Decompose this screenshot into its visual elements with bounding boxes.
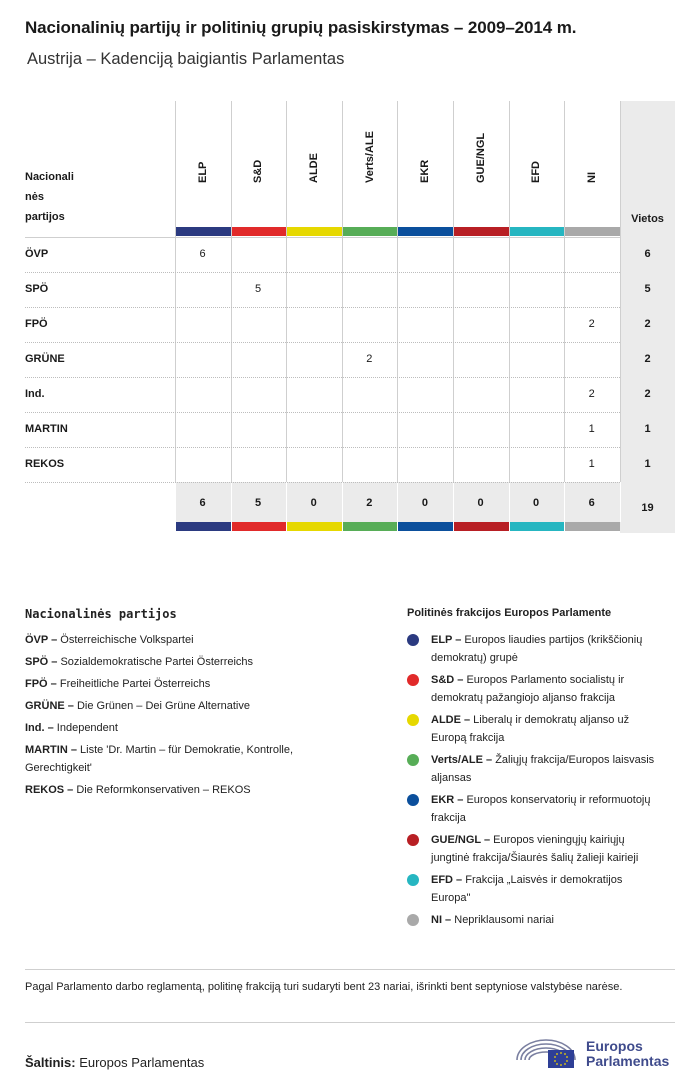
logo-line: Parlamentas [586, 1053, 670, 1069]
page-subtitle: Austrija – Kadenciją baigiantis Parlamentas [27, 50, 345, 68]
party-abbr: FPÖ – [25, 678, 57, 690]
group-color-dot [407, 794, 419, 806]
group-color-bar [287, 522, 342, 531]
group-header-label: GUE/NGL [474, 132, 487, 183]
row-total: 2 [644, 353, 651, 365]
group-header-7 [564, 101, 620, 227]
group-name: Europos liaudies partijos (krikščionių [461, 634, 643, 646]
group-abbr: ELP – [431, 634, 462, 646]
logo-line: Europos [586, 1038, 643, 1054]
row-divider [25, 342, 620, 343]
party-row-label: SPÖ [25, 283, 49, 295]
party-name: Sozialdemokratische Partei Österreichs [57, 656, 254, 668]
page-title: Nacionalinių partijų ir politinių grupių pasiskirstymas – 2009–2014 m. [25, 18, 577, 37]
source-label: Šaltinis: [25, 1055, 76, 1070]
row-total: 2 [644, 388, 651, 400]
group-color-bar [454, 227, 509, 236]
parties-header [25, 167, 74, 227]
group-abbr: S&D – [431, 674, 464, 686]
group-name-cont: demokratų) grupė [431, 652, 518, 664]
group-total: 6 [588, 497, 595, 509]
group-header-0 [175, 101, 231, 227]
group-name-cont: Europą frakcija [431, 732, 505, 744]
group-color-dot [407, 834, 419, 846]
party-name-cont: Gerechtigkeit' [25, 762, 92, 774]
group-header-4 [397, 101, 453, 227]
group-total: 6 [199, 497, 206, 509]
party-row-label: GRÜNE [25, 353, 65, 365]
party-row-label: MARTIN [25, 423, 68, 435]
group-header-label: ALDE [307, 153, 320, 183]
party-abbr: ÖVP – [25, 634, 58, 646]
group-header-label: Verts/ALE [363, 131, 376, 183]
group-total: 2 [366, 497, 373, 509]
group-header-5 [453, 101, 509, 227]
party-row-label: Ind. [25, 388, 45, 400]
group-legend-item [431, 631, 681, 667]
party-legend-item [25, 741, 355, 777]
group-name: Liberalų ir demokratų aljanso už [470, 714, 630, 726]
group-legend-item [431, 871, 681, 907]
group-name-cont: aljansas [431, 772, 472, 784]
group-color-dot [407, 674, 419, 686]
group-color-bar [343, 522, 398, 531]
group-total: 0 [310, 497, 317, 509]
party-abbr: REKOS – [25, 784, 74, 796]
group-header-label: EKR [419, 159, 432, 183]
group-header-1 [231, 101, 287, 227]
group-color-bar [398, 227, 453, 236]
parties-header-line: partijos [25, 211, 65, 223]
group-header-label: NI [585, 172, 598, 183]
group-header-label: ELP [196, 161, 209, 183]
row-total: 1 [644, 423, 651, 435]
seat-count-cell: 6 [199, 248, 206, 260]
group-legend-item [431, 791, 681, 827]
party-legend-item [25, 675, 355, 693]
group-legend-item [431, 671, 681, 707]
group-total: 0 [533, 497, 540, 509]
party-name: Freiheitliche Partei Österreichs [56, 678, 211, 690]
group-legend-item [431, 711, 681, 747]
distribution-table [25, 101, 675, 533]
group-name: Žaliųjų frakcija/Europos laisvasis [492, 754, 655, 766]
divider [25, 1022, 675, 1023]
divider [25, 969, 675, 970]
party-row-label: ÖVP [25, 248, 49, 260]
rules-note: Pagal Parlamento darbo reglamentą, politinę frakciją turi sudaryti bent 23 nariai, išrinkti bent septyniose valstybėse narėse. [25, 981, 623, 993]
group-color-bar [398, 522, 453, 531]
group-color-dot [407, 634, 419, 646]
group-total: 0 [477, 497, 484, 509]
group-abbr: GUE/NGL – [431, 834, 491, 846]
group-name: Nepriklausomi nariai [451, 914, 554, 926]
group-color-bar [454, 522, 509, 531]
grand-total: 19 [641, 502, 654, 514]
group-total: 0 [421, 497, 428, 509]
group-legend-item [431, 911, 681, 929]
group-name: Frakcija „Laisvės ir demokratijos [462, 874, 623, 886]
row-divider [25, 307, 620, 308]
party-name: Liste 'Dr. Martin – für Demokratie, Kontrolle, [76, 744, 294, 756]
group-color-bar [510, 522, 565, 531]
group-header-6 [509, 101, 565, 227]
row-total: 5 [644, 283, 651, 295]
group-name-cont: demokratų pažangiojo aljanso frakcija [431, 692, 616, 704]
ep-logo [514, 1032, 679, 1074]
group-header-2 [286, 101, 342, 227]
group-color-bar [343, 227, 398, 236]
group-header-label: EFD [530, 161, 543, 183]
party-name: Independent [53, 722, 118, 734]
party-legend-item [25, 631, 355, 649]
party-legend-item [25, 719, 355, 737]
party-row-label: REKOS [25, 458, 65, 470]
party-legend-item [25, 653, 355, 671]
group-name-cont: jungtinė frakcija/Šiaurės šalių žalieji kairieji [431, 852, 639, 864]
group-color-dot [407, 714, 419, 726]
seat-count-cell: 2 [588, 318, 595, 330]
group-total: 5 [255, 497, 262, 509]
row-divider [25, 237, 620, 238]
group-abbr: ALDE – [431, 714, 471, 726]
group-color-dot [407, 874, 419, 886]
row-divider [25, 447, 620, 448]
parties-header-line: Nacionali [25, 171, 74, 183]
logo-text [586, 1039, 669, 1069]
group-abbr: NI – [431, 914, 452, 926]
seat-count-cell: 1 [588, 423, 595, 435]
party-abbr: Ind. – [25, 722, 54, 734]
row-total: 6 [644, 248, 651, 260]
group-header-3 [342, 101, 398, 227]
party-legend-item [25, 697, 355, 715]
source-value: Europos Parlamentas [75, 1055, 205, 1070]
row-divider [25, 412, 620, 413]
group-name-cont: Europa" [431, 892, 471, 904]
group-abbr: EKR – [431, 794, 464, 806]
parties-legend-title: Nacionalinės partijos [25, 607, 177, 621]
seat-count-cell: 2 [366, 353, 373, 365]
row-divider [25, 377, 620, 378]
party-row-label: FPÖ [25, 318, 48, 330]
parliament-emblem-icon [514, 1032, 578, 1074]
group-color-dot [407, 754, 419, 766]
party-name: Österreichische Volkspartei [57, 634, 194, 646]
row-divider [25, 272, 620, 273]
group-color-dot [407, 914, 419, 926]
group-header-label: S&D [252, 159, 265, 183]
row-divider [25, 482, 620, 483]
group-color-bar [565, 522, 620, 531]
seats-header: Vietos [631, 213, 664, 225]
parties-header-line: nės [25, 191, 44, 203]
seat-count-cell: 2 [588, 388, 595, 400]
group-legend-item [431, 751, 681, 787]
party-abbr: SPÖ – [25, 656, 58, 668]
party-abbr: MARTIN – [25, 744, 77, 756]
group-color-bar [176, 522, 231, 531]
party-legend-item [25, 781, 355, 799]
group-color-bar [232, 522, 287, 531]
group-abbr: EFD – [431, 874, 463, 886]
row-total: 1 [644, 458, 651, 470]
row-total: 2 [644, 318, 651, 330]
party-name: Die Reformkonservativen – REKOS [73, 784, 251, 796]
groups-legend-title: Politinės frakcijos Europos Parlamente [407, 607, 612, 619]
group-color-bar [287, 227, 342, 236]
group-name: Europos Parlamento socialistų ir [463, 674, 625, 686]
group-color-bar [176, 227, 231, 236]
seat-count-cell: 1 [588, 458, 595, 470]
group-name: Europos konservatorių ir reformuotojų [463, 794, 651, 806]
group-name-cont: frakcija [431, 812, 466, 824]
party-name: Die Grünen – Dei Grüne Alternative [73, 700, 250, 712]
group-name: Europos vieningųjų kairiųjų [490, 834, 625, 846]
group-color-bar [565, 227, 620, 236]
group-color-bar [232, 227, 287, 236]
group-abbr: Verts/ALE – [431, 754, 493, 766]
group-legend-item [431, 831, 681, 867]
seat-count-cell: 5 [255, 283, 262, 295]
group-color-bar [510, 227, 565, 236]
source-line [25, 1055, 204, 1070]
party-abbr: GRÜNE – [25, 700, 74, 712]
